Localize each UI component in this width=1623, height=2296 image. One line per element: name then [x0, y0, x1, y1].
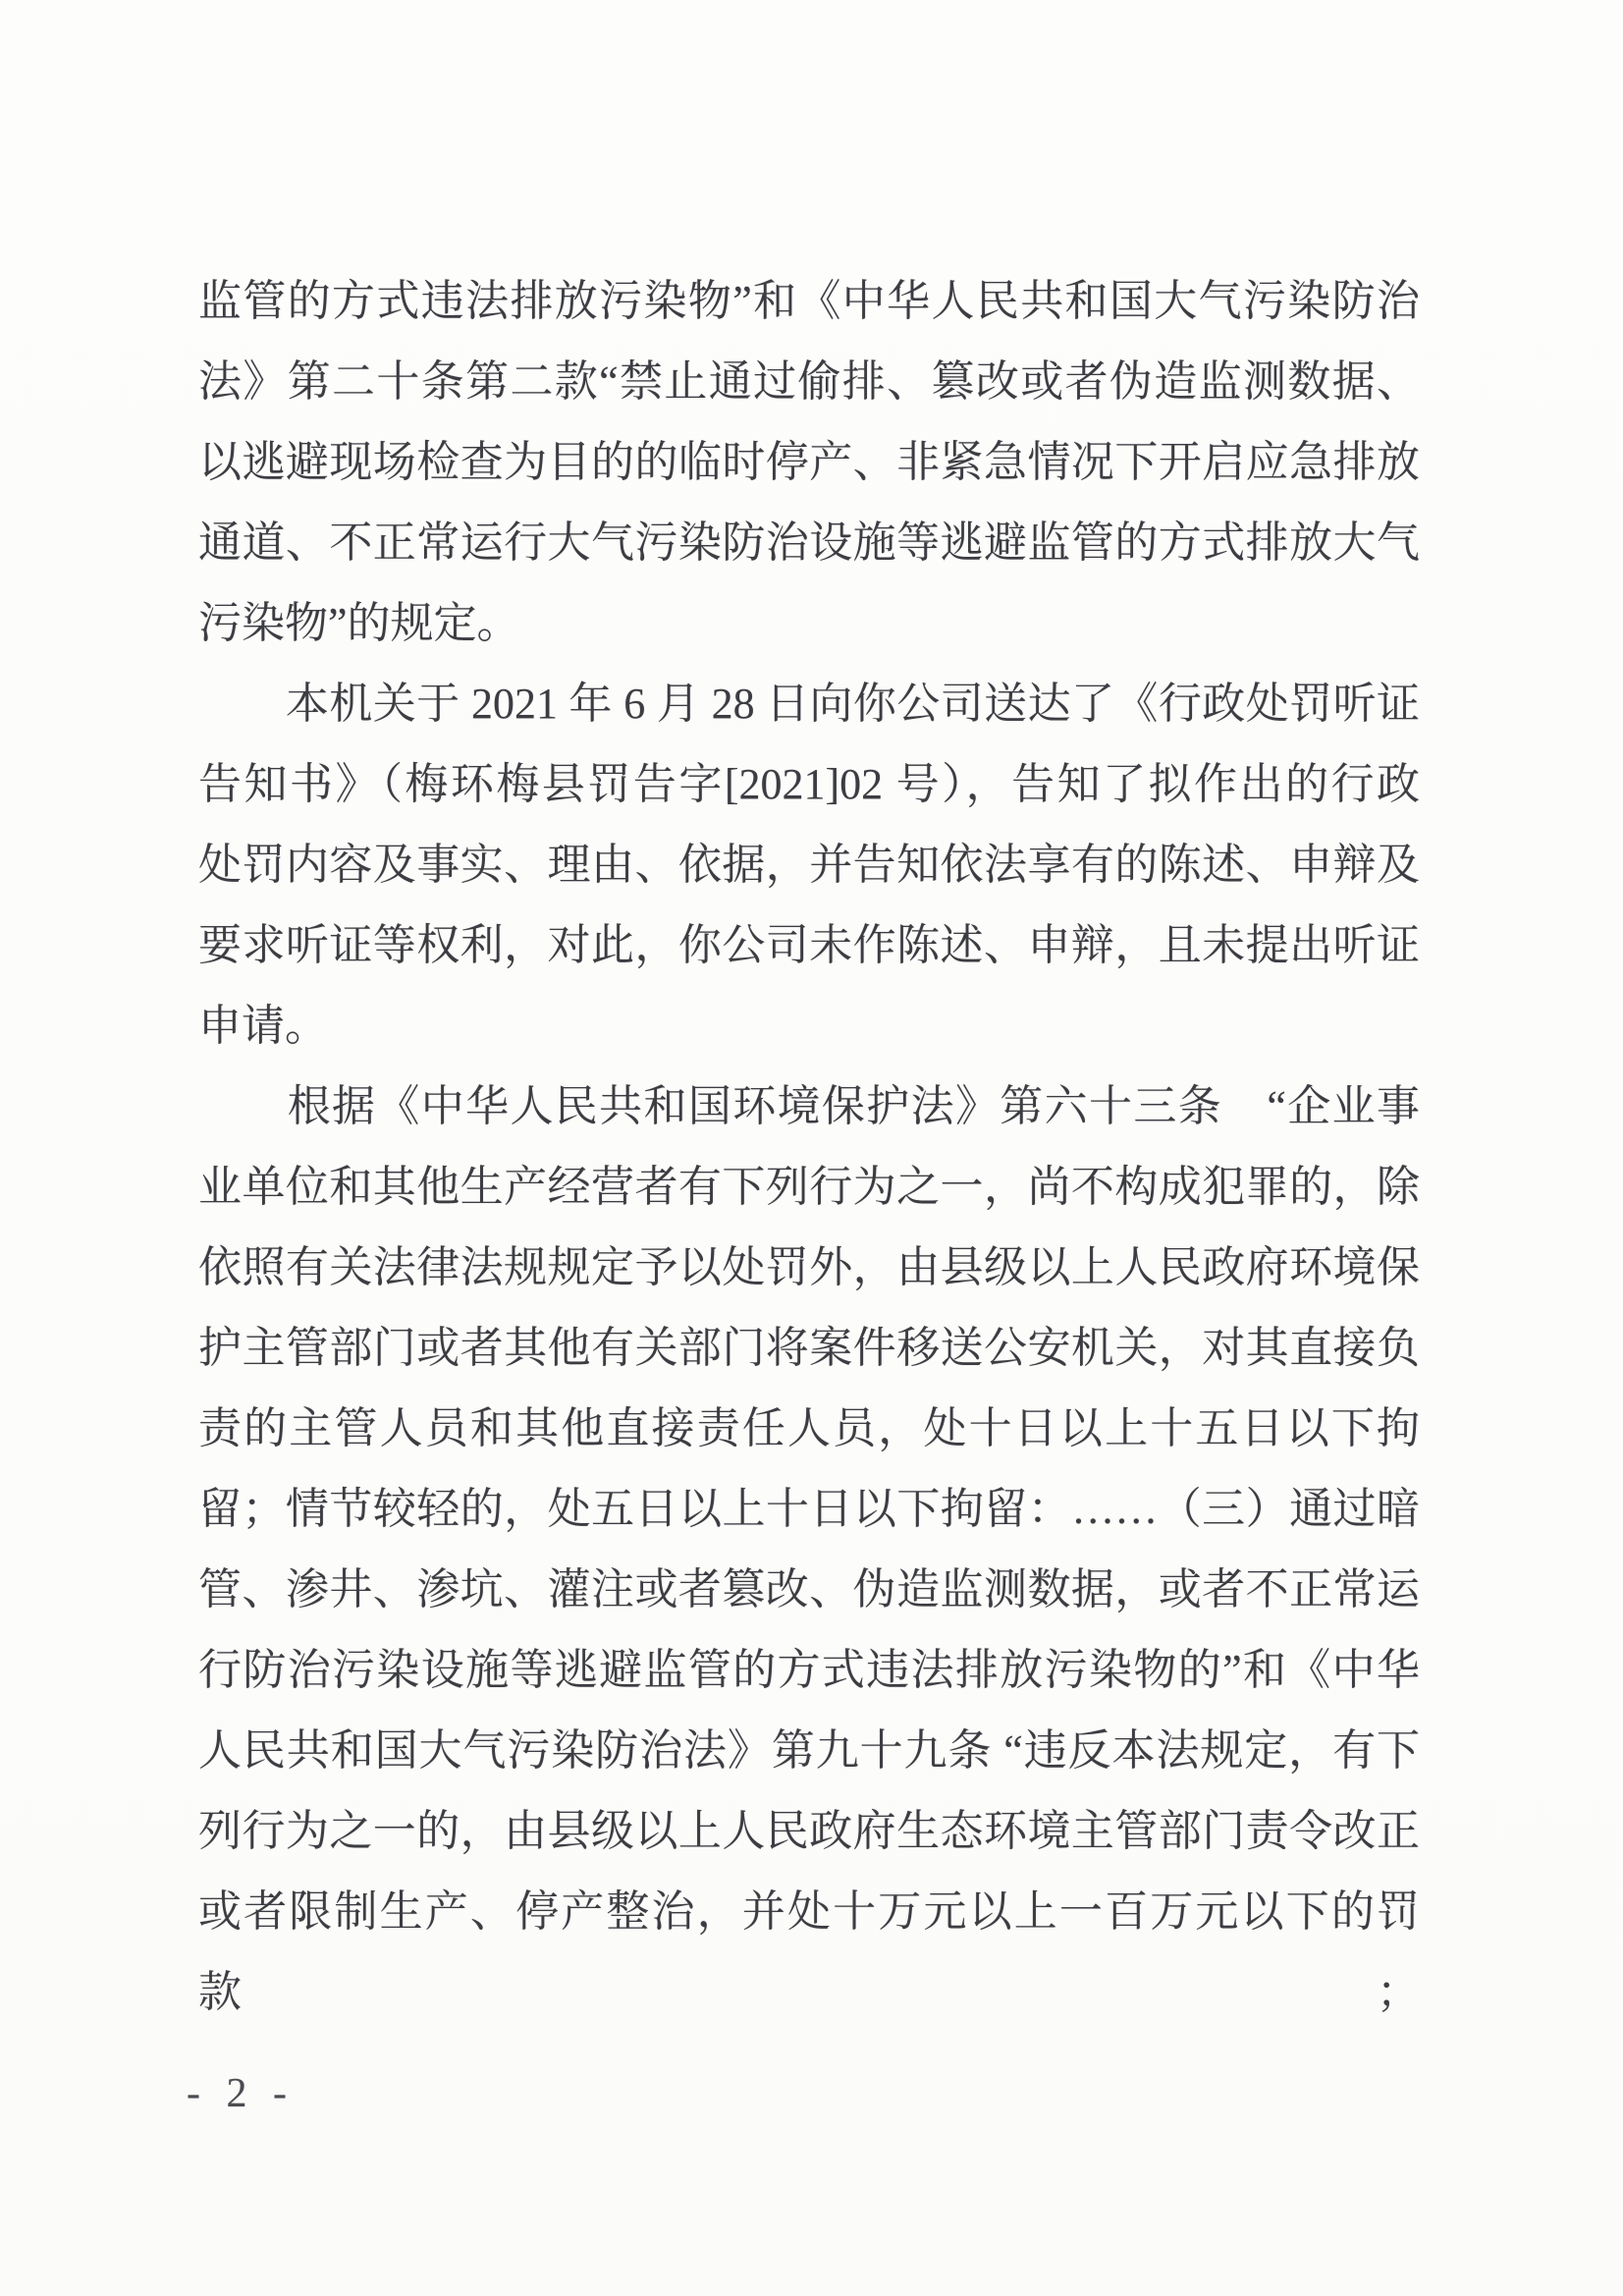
text-line: 监管的方式违法排放污染物”和《中华人民共和国大气污染防治 — [198, 277, 1420, 325]
text-line: 行防治污染设施等逃避监管的方式违法排放污染物的”和《中华 — [198, 1646, 1420, 1694]
text-line: 污染物”的规定。 — [198, 599, 520, 647]
text-line: 业单位和其他生产经营者有下列行为之一，尚不构成犯罪的，除 — [198, 1163, 1420, 1211]
text-line: 或者限制生产、停产整治，并处十万元以上一百万元以下的罚款； — [198, 1887, 1420, 2016]
text-line: 申请。 — [198, 1002, 328, 1050]
text-line: 告知书》（梅环梅县罚告字[2021]02 号），告知了拟作出的行政 — [198, 760, 1420, 808]
text-line: 要求听证等权利，对此，你公司未作陈述、申辩，且未提出听证 — [198, 921, 1420, 969]
text-line: 管、渗井、渗坑、灌注或者篡改、伪造监测数据，或者不正常运 — [198, 1565, 1420, 1613]
text-line: 处罚内容及事实、理由、依据，并告知依法享有的陈述、申辩及 — [198, 841, 1420, 889]
text-line: 通道、不正常运行大气污染防治设施等逃避监管的方式排放大气 — [198, 519, 1420, 567]
text-line: 护主管部门或者其他有关部门将案件移送公安机关，对其直接负 — [198, 1324, 1420, 1372]
page-number: - 2 - — [187, 2071, 295, 2116]
text-line: 根据《中华人民共和国环境保护法》第六十三条 “企业事 — [198, 1082, 1420, 1130]
text-line: 留；情节较轻的，处五日以上十日以下拘留：……（三）通过暗 — [198, 1485, 1420, 1533]
text-line: 人民共和国大气污染防治法》第九十九条 “违反本法规定，有下 — [198, 1726, 1420, 1775]
text-line: 法》第二十条第二款“禁止通过偷排、篡改或者伪造监测数据、 — [198, 357, 1420, 406]
text-line: 本机关于 2021 年 6 月 28 日向你公司送达了《行政处罚听证 — [198, 680, 1420, 728]
text-line: 责的主管人员和其他直接责任人员，处十日以上十五日以下拘 — [198, 1404, 1420, 1452]
text-line: 列行为之一的，由县级以上人民政府生态环境主管部门责令改正 — [198, 1807, 1420, 1855]
document-body-text — [198, 261, 1420, 2016]
text-line: 以逃避现场检查为目的的临时停产、非紧急情况下开启应急排放 — [198, 438, 1420, 486]
text-line: 依照有关法律法规规定予以处罚外，由县级以上人民政府环境保 — [198, 1243, 1420, 1291]
